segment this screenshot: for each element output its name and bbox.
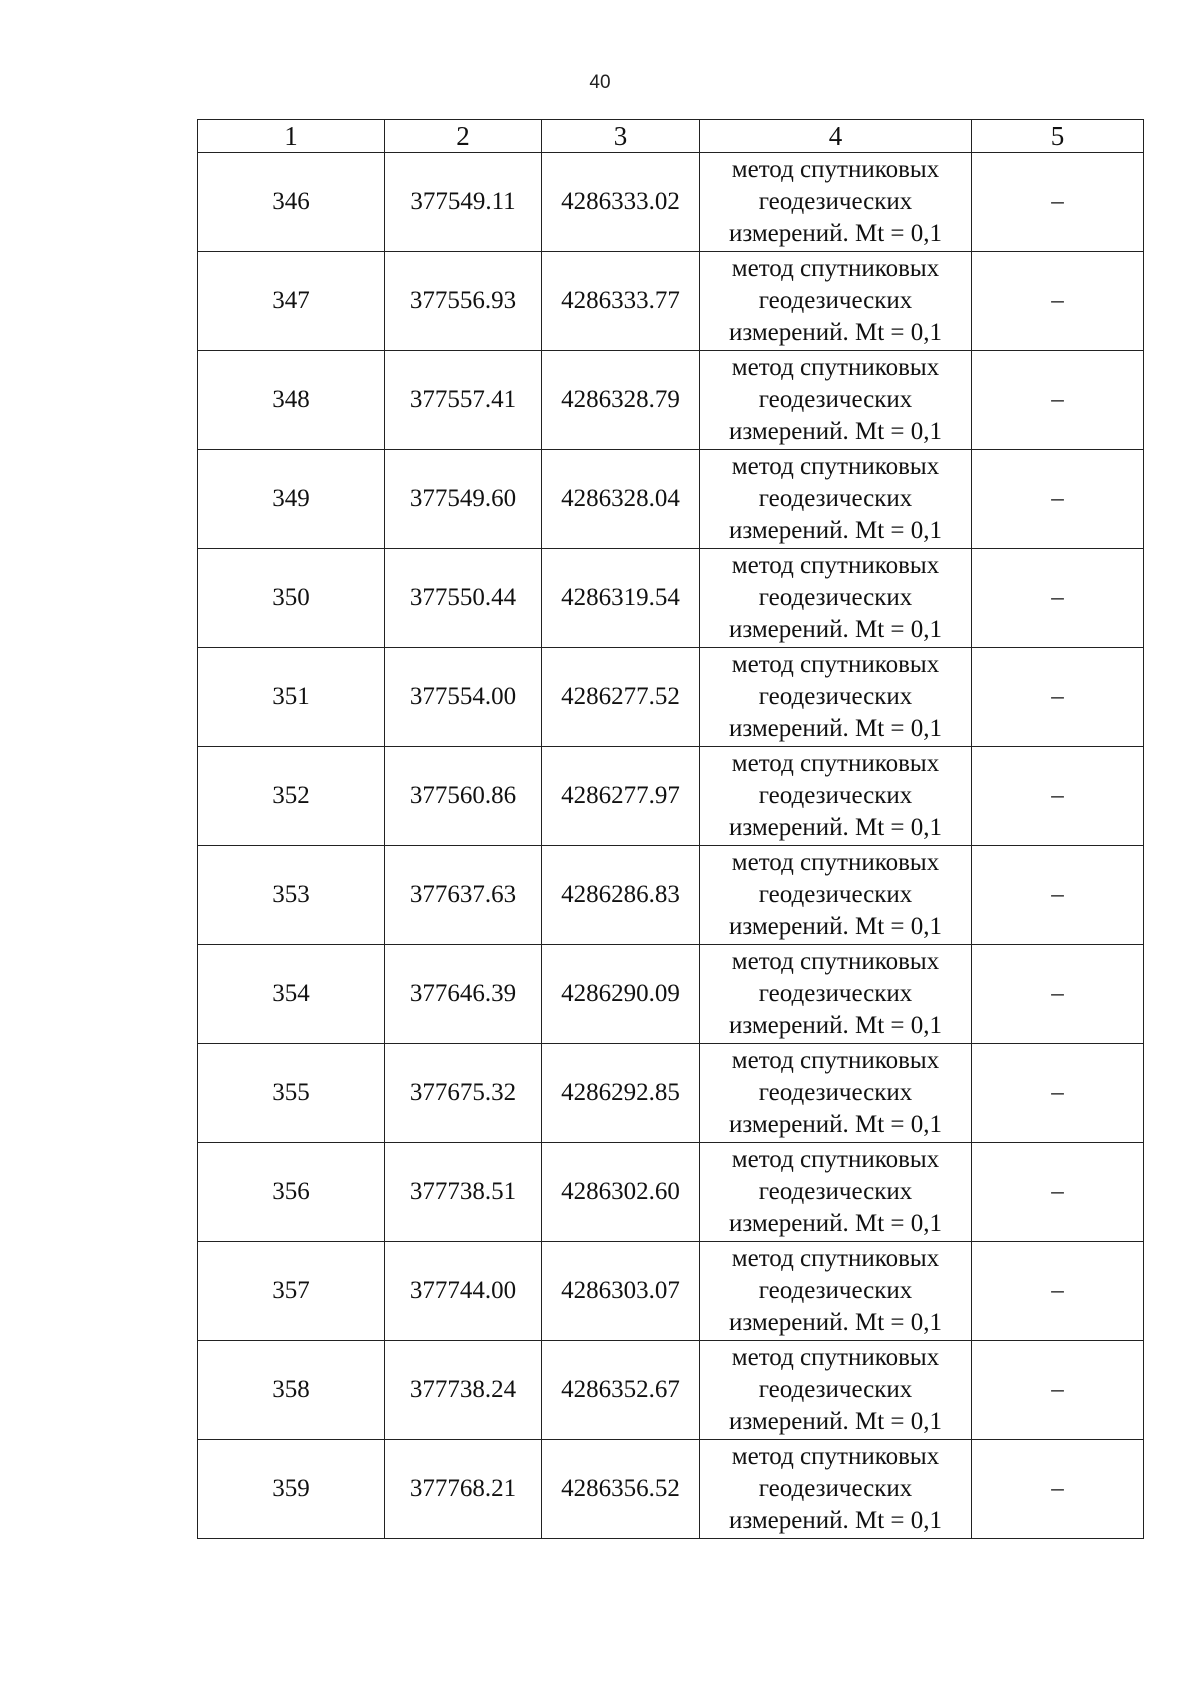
method-line: метод спутниковых [731, 948, 940, 975]
note-cell: – [972, 1242, 1144, 1341]
method-cell [700, 450, 972, 549]
method-line: метод спутниковых [731, 156, 940, 183]
method-line: геодезических [758, 683, 913, 710]
y-coordinate-cell: 4286277.97 [542, 747, 700, 846]
method-line: измерений. Mt = 0,1 [728, 1111, 943, 1138]
method-line: геодезических [758, 188, 913, 215]
y-coordinate-cell: 4286277.52 [542, 648, 700, 747]
method-cell [700, 1440, 972, 1539]
method-cell [700, 252, 972, 351]
point-number-cell: 351 [198, 648, 385, 747]
table-row [198, 1341, 1144, 1440]
method-line: измерений. Mt = 0,1 [728, 715, 943, 742]
x-coordinate-cell: 377550.44 [385, 549, 542, 648]
method-line: метод спутниковых [731, 255, 940, 282]
note-cell: – [972, 351, 1144, 450]
note-cell: – [972, 1044, 1144, 1143]
method-line: метод спутниковых [731, 1245, 940, 1272]
note-cell: – [972, 153, 1144, 252]
note-cell: – [972, 648, 1144, 747]
method-line: геодезических [758, 584, 913, 611]
table-row [198, 648, 1144, 747]
table-row [198, 351, 1144, 450]
table-row [198, 747, 1144, 846]
y-coordinate-cell: 4286303.07 [542, 1242, 700, 1341]
note-cell: – [972, 747, 1144, 846]
method-line: метод спутниковых [731, 1344, 940, 1371]
table-row [198, 1044, 1144, 1143]
header-cell-1: 1 [198, 120, 385, 153]
table-row [198, 1242, 1144, 1341]
method-line: измерений. Mt = 0,1 [728, 220, 943, 247]
y-coordinate-cell: 4286302.60 [542, 1143, 700, 1242]
note-cell: – [972, 450, 1144, 549]
x-coordinate-cell: 377675.32 [385, 1044, 542, 1143]
y-coordinate-cell: 4286333.77 [542, 252, 700, 351]
header-row [198, 120, 1144, 153]
table-body [198, 153, 1144, 1539]
x-coordinate-cell: 377738.24 [385, 1341, 542, 1440]
method-cell [700, 747, 972, 846]
note-cell: – [972, 1341, 1144, 1440]
method-line: измерений. Mt = 0,1 [728, 418, 943, 445]
point-number-cell: 354 [198, 945, 385, 1044]
point-number-cell: 350 [198, 549, 385, 648]
point-number-cell: 359 [198, 1440, 385, 1539]
x-coordinate-cell: 377646.39 [385, 945, 542, 1044]
method-line: метод спутниковых [731, 750, 940, 777]
y-coordinate-cell: 4286328.04 [542, 450, 700, 549]
method-line: геодезических [758, 980, 913, 1007]
method-line: геодезических [758, 1178, 913, 1205]
y-coordinate-cell: 4286319.54 [542, 549, 700, 648]
header-cell-5: 5 [972, 120, 1144, 153]
note-cell: – [972, 1440, 1144, 1539]
table-row [198, 153, 1144, 252]
note-cell: – [972, 252, 1144, 351]
method-line: метод спутниковых [731, 453, 940, 480]
note-cell: – [972, 549, 1144, 648]
point-number-cell: 356 [198, 1143, 385, 1242]
method-cell [700, 1044, 972, 1143]
point-number-cell: 349 [198, 450, 385, 549]
method-line: измерений. Mt = 0,1 [728, 517, 943, 544]
method-line: метод спутниковых [731, 354, 940, 381]
x-coordinate-cell: 377556.93 [385, 252, 542, 351]
coordinates-table [197, 119, 1144, 1539]
method-line: метод спутниковых [731, 1047, 940, 1074]
page-number: 40 [589, 72, 611, 93]
y-coordinate-cell: 4286292.85 [542, 1044, 700, 1143]
note-cell: – [972, 1143, 1144, 1242]
method-line: геодезических [758, 1079, 913, 1106]
method-line: геодезических [758, 782, 913, 809]
point-number-cell: 347 [198, 252, 385, 351]
method-line: измерений. Mt = 0,1 [728, 1012, 943, 1039]
method-line: метод спутниковых [731, 1443, 940, 1470]
method-line: измерений. Mt = 0,1 [728, 319, 943, 346]
table-row [198, 549, 1144, 648]
method-line: метод спутниковых [731, 651, 940, 678]
method-line: геодезических [758, 1475, 913, 1502]
y-coordinate-cell: 4286286.83 [542, 846, 700, 945]
x-coordinate-cell: 377549.60 [385, 450, 542, 549]
method-line: геодезических [758, 386, 913, 413]
header-cell-2: 2 [385, 120, 542, 153]
method-line: измерений. Mt = 0,1 [728, 1408, 943, 1435]
point-number-cell: 357 [198, 1242, 385, 1341]
point-number-cell: 352 [198, 747, 385, 846]
point-number-cell: 353 [198, 846, 385, 945]
x-coordinate-cell: 377637.63 [385, 846, 542, 945]
method-cell [700, 351, 972, 450]
note-cell: – [972, 846, 1144, 945]
y-coordinate-cell: 4286356.52 [542, 1440, 700, 1539]
method-line: измерений. Mt = 0,1 [728, 1210, 943, 1237]
method-line: измерений. Mt = 0,1 [728, 814, 943, 841]
method-cell [700, 1143, 972, 1242]
y-coordinate-cell: 4286290.09 [542, 945, 700, 1044]
method-line: геодезических [758, 1277, 913, 1304]
table-row [198, 1143, 1144, 1242]
method-line: геодезических [758, 485, 913, 512]
method-line: измерений. Mt = 0,1 [728, 1309, 943, 1336]
method-cell [700, 1341, 972, 1440]
y-coordinate-cell: 4286333.02 [542, 153, 700, 252]
point-number-cell: 346 [198, 153, 385, 252]
x-coordinate-cell: 377549.11 [385, 153, 542, 252]
table-row [198, 846, 1144, 945]
method-cell [700, 1242, 972, 1341]
x-coordinate-cell: 377554.00 [385, 648, 542, 747]
header-cell-3: 3 [542, 120, 700, 153]
note-cell: – [972, 945, 1144, 1044]
x-coordinate-cell: 377557.41 [385, 351, 542, 450]
point-number-cell: 348 [198, 351, 385, 450]
header-cell-4: 4 [700, 120, 972, 153]
x-coordinate-cell: 377768.21 [385, 1440, 542, 1539]
method-cell [700, 549, 972, 648]
method-cell [700, 945, 972, 1044]
y-coordinate-cell: 4286328.79 [542, 351, 700, 450]
method-line: измерений. Mt = 0,1 [728, 913, 943, 940]
table-row [198, 1440, 1144, 1539]
method-line: метод спутниковых [731, 849, 940, 876]
y-coordinate-cell: 4286352.67 [542, 1341, 700, 1440]
table-row [198, 450, 1144, 549]
point-number-cell: 358 [198, 1341, 385, 1440]
x-coordinate-cell: 377738.51 [385, 1143, 542, 1242]
method-cell [700, 846, 972, 945]
method-line: измерений. Mt = 0,1 [728, 1507, 943, 1534]
x-coordinate-cell: 377560.86 [385, 747, 542, 846]
table-row [198, 252, 1144, 351]
table-row [198, 945, 1144, 1044]
point-number-cell: 355 [198, 1044, 385, 1143]
method-line: метод спутниковых [731, 552, 940, 579]
method-line: геодезических [758, 881, 913, 908]
method-line: геодезических [758, 1376, 913, 1403]
method-line: измерений. Mt = 0,1 [728, 616, 943, 643]
x-coordinate-cell: 377744.00 [385, 1242, 542, 1341]
method-cell [700, 153, 972, 252]
method-line: метод спутниковых [731, 1146, 940, 1173]
method-cell [700, 648, 972, 747]
method-line: геодезических [758, 287, 913, 314]
